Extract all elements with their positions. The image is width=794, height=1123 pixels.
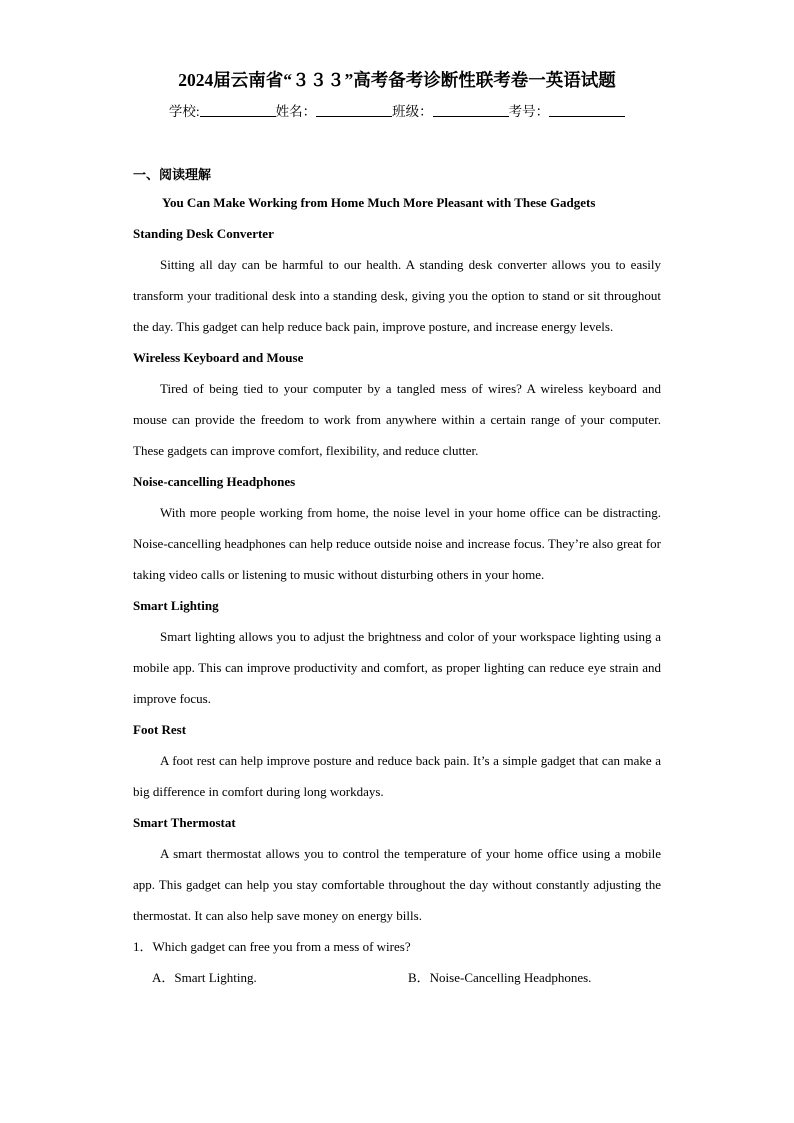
gadget-paragraph: A smart thermostat allows you to control the temperature of your home office using a mobile app. This gadget can help you stay comfortable throughout the day without constantly adjusting the thermostat. It can also help save money on energy bills. — [133, 846, 661, 923]
exam-content — [133, 164, 661, 993]
exam-title: 2024届云南省“３３３”高考备考诊断性联考卷一英语试题 — [178, 70, 616, 90]
section-heading: 一、阅读理解 — [133, 167, 212, 182]
school-blank — [200, 103, 276, 117]
question-1: 1．Which gadget can free you from a mess of wires? — [133, 939, 411, 954]
name-blank — [316, 103, 392, 117]
gadget-heading: Smart Thermostat — [133, 815, 236, 830]
gadget-heading: Noise-cancelling Headphones — [133, 474, 296, 489]
student-info-line — [0, 102, 794, 122]
passage-title: You Can Make Working from Home Much More Pleasant with These Gadgets — [162, 195, 596, 210]
name-label: 姓名： — [275, 104, 317, 119]
gadget-heading: Foot Rest — [133, 722, 187, 737]
gadget-paragraph: Smart lighting allows you to adjust the brightness and color of your workspace lighting using a mobile app. This can improve productivity and comfort, as proper lighting can reduce eye strain and improve focus. — [133, 629, 661, 706]
school-label: 学校: — [168, 104, 200, 119]
option-b[interactable]: B．Noise-Cancelling Headphones. — [408, 970, 592, 985]
id-label: 考号： — [508, 104, 550, 119]
gadget-paragraph: A foot rest can help improve posture and reduce back pain. It’s a simple gadget that can make a big difference in comfort during long workdays. — [133, 753, 661, 799]
class-label: 班级： — [392, 104, 433, 119]
option-a[interactable]: A．Smart Lighting. — [152, 970, 257, 985]
class-blank — [433, 103, 509, 117]
gadget-heading: Wireless Keyboard and Mouse — [133, 350, 304, 365]
gadget-heading: Smart Lighting — [133, 598, 219, 613]
id-blank — [549, 103, 625, 117]
gadget-heading: Standing Desk Converter — [133, 226, 274, 241]
gadget-paragraph: With more people working from home, the noise level in your home office can be distracting. Noise-cancelling headphones can help reduce outside noise and increase focus. They’re also great for taking video calls or listening to music without disturbing others in your home. — [133, 505, 661, 582]
gadget-paragraph: Tired of being tied to your computer by a tangled mess of wires? A wireless keyboard and mouse can provide the freedom to work from anywhere within a certain range of your computer. These gadgets can improve comfort, flexibility, and reduce clutter. — [133, 381, 661, 458]
question-1-options — [133, 962, 661, 993]
gadget-paragraph: Sitting all day can be harmful to our health. A standing desk converter allows you to easily transform your traditional desk into a standing desk, giving you the option to stand or sit throughout the day. This gadget can help reduce back pain, improve posture, and increase energy levels. — [133, 257, 661, 334]
